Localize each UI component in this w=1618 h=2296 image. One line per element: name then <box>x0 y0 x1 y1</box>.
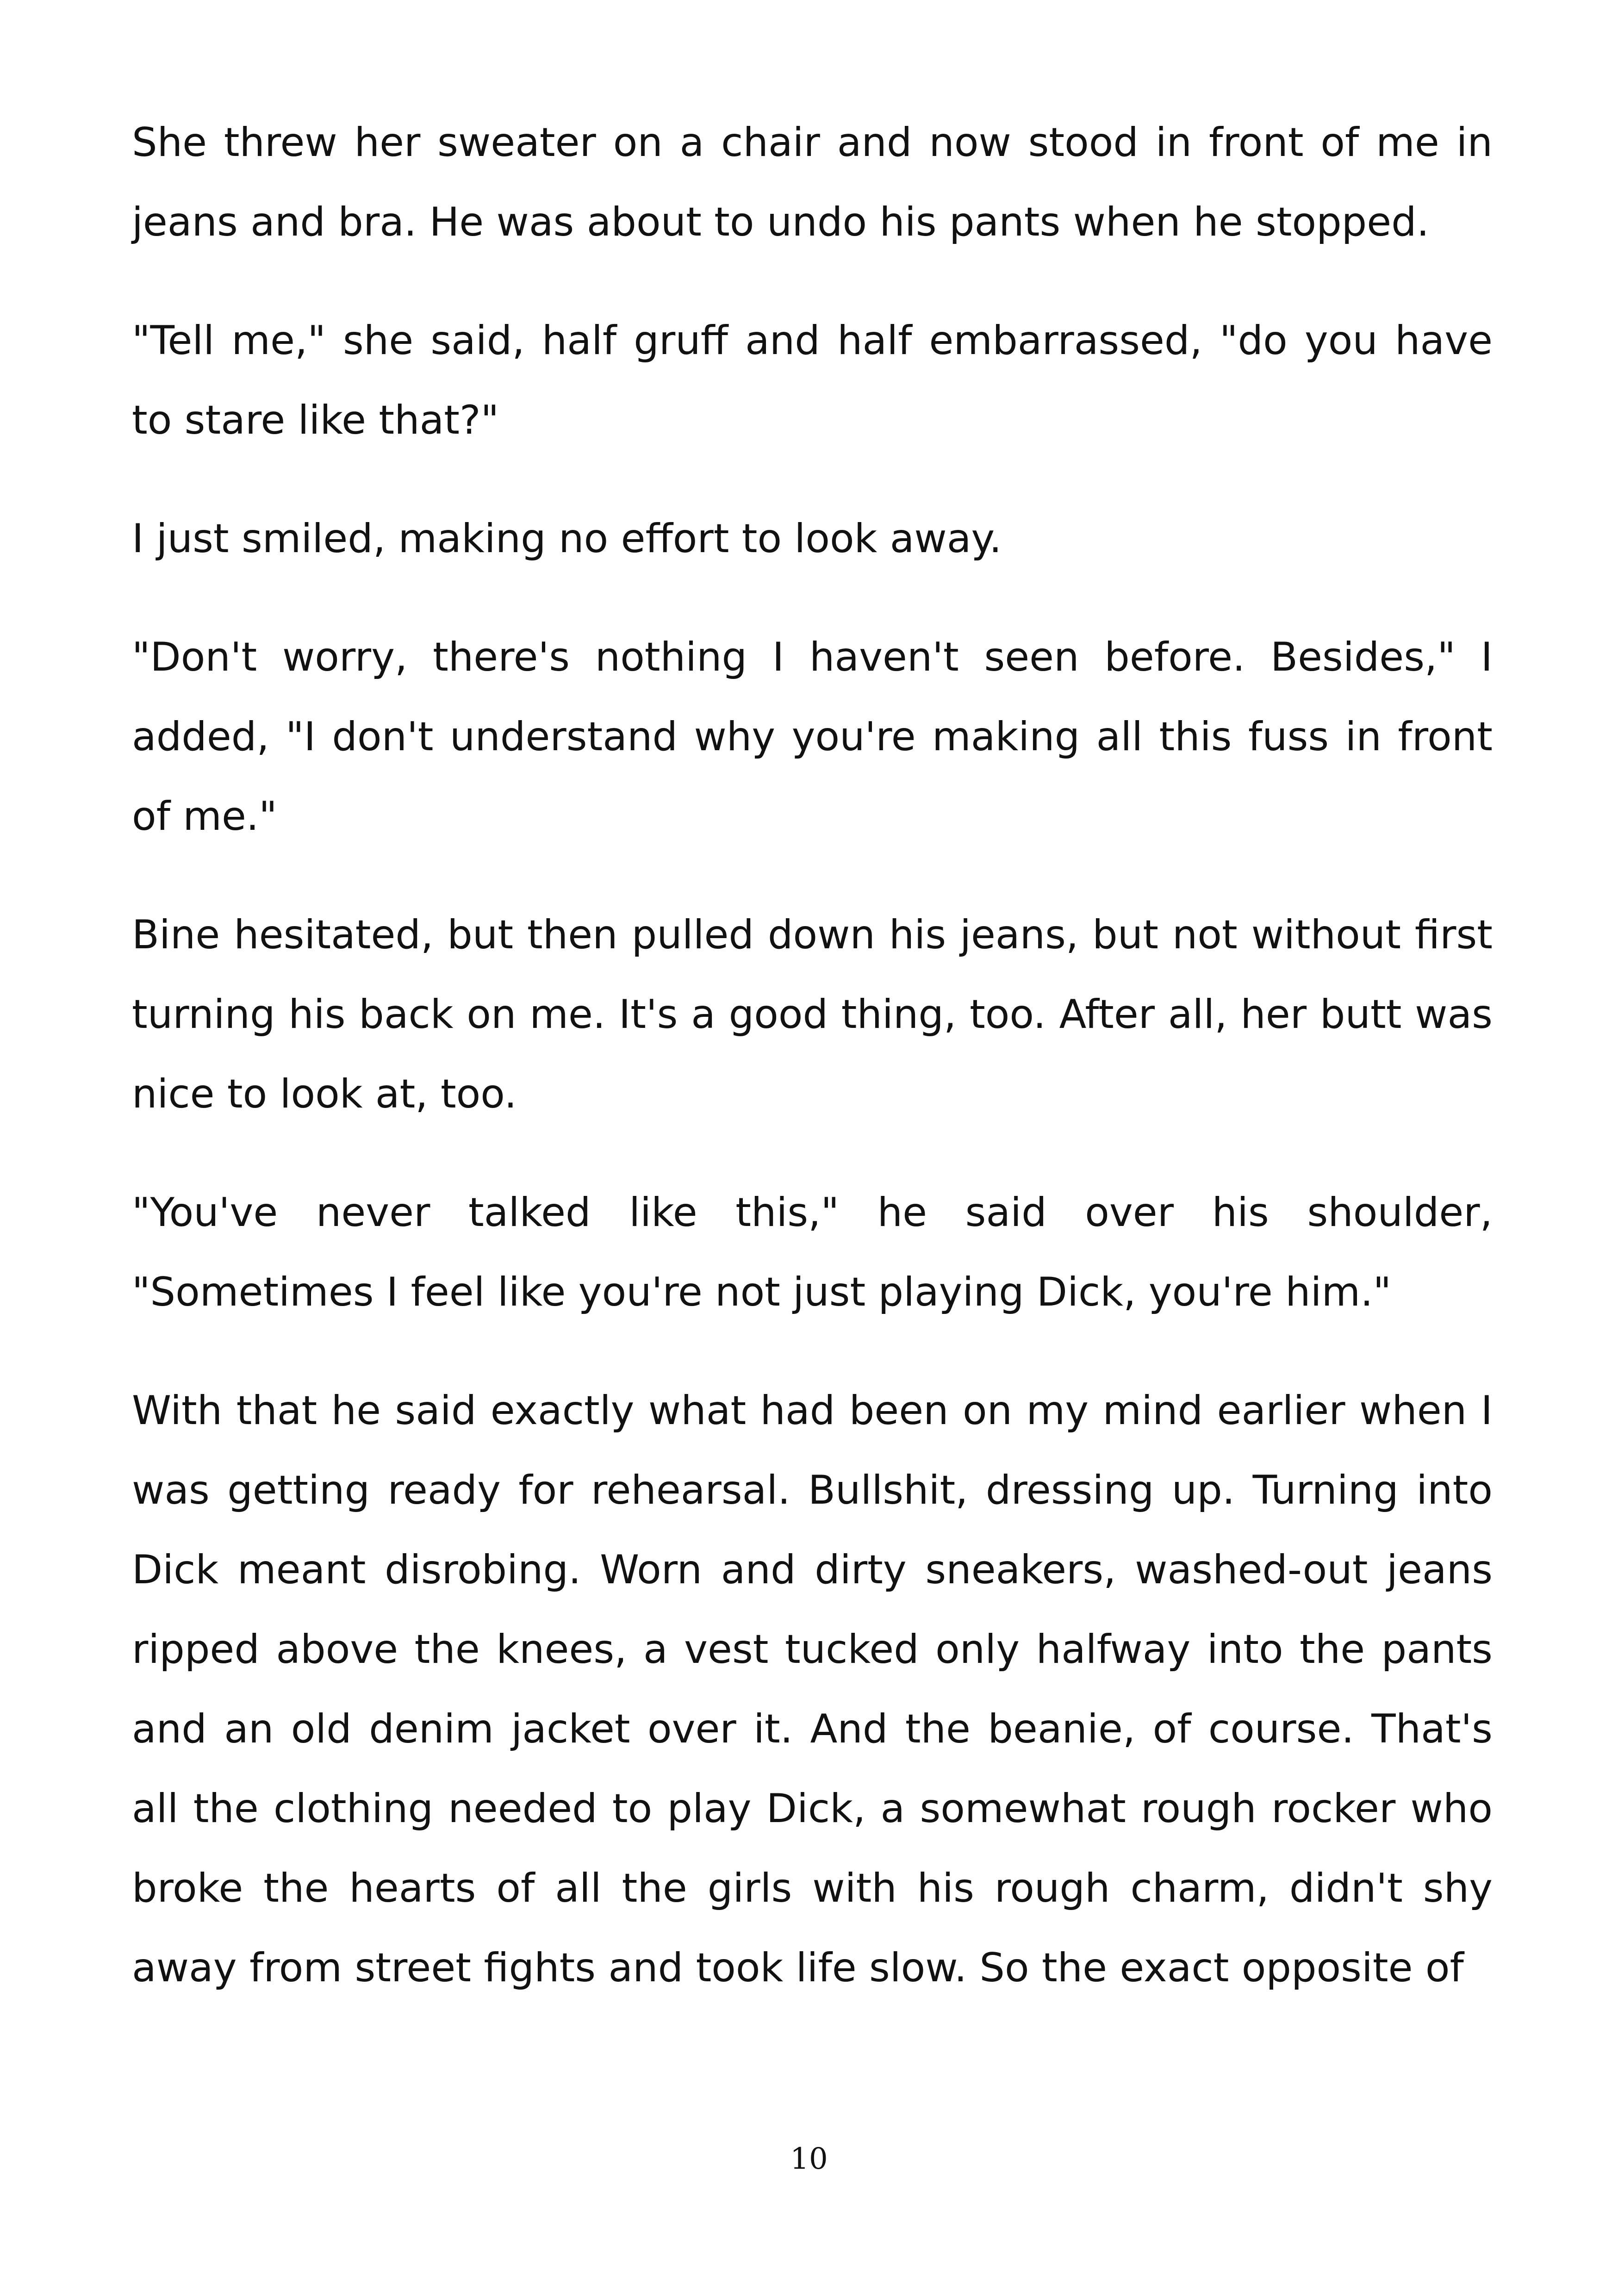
text-body <box>132 103 1493 2047</box>
page-number: 10 <box>790 2142 828 2176</box>
paragraph-6: "You've never talked like this," he said over his shoulder, "Sometimes I feel like you're not just playing Dick, you're him." <box>132 1189 1493 1315</box>
paragraph-7: With that he said exactly what had been on my mind earlier when I was getting ready for rehearsal. Bullshit, dressing up. Turning into Dick meant disrobing. Worn and dirty sneakers, washed-out jeans ripped above the knees, a vest tucked only halfway into the pants and an old denim jacket over it. And the beanie, of course. That's all the clothing needed to play Dick, a somewhat rough rocker who broke the hearts of all the girls with his rough charm, didn't shy away from street fights and took life slow. So the exact opposite of <box>132 1388 1493 1991</box>
paragraph-3: I just smiled, making no effort to look away. <box>132 516 1002 562</box>
paragraph-4: "Don't worry, there's nothing I haven't seen before. Besides," I added, "I don't understand why you're making all this fuss in front of me." <box>132 634 1493 840</box>
paragraph-5: Bine hesitated, but then pulled down his jeans, but not without first turning his back on me. It's a good thing, too. After all, her butt was nice to look at, too. <box>132 912 1493 1117</box>
paragraph-1: She threw her sweater on a chair and now stood in front of me in jeans and bra. He was about to undo his pants when he stopped. <box>132 119 1493 245</box>
paragraph-2: "Tell me," she said, half gruff and half embarrassed, "do you have to stare like that?" <box>132 317 1493 443</box>
